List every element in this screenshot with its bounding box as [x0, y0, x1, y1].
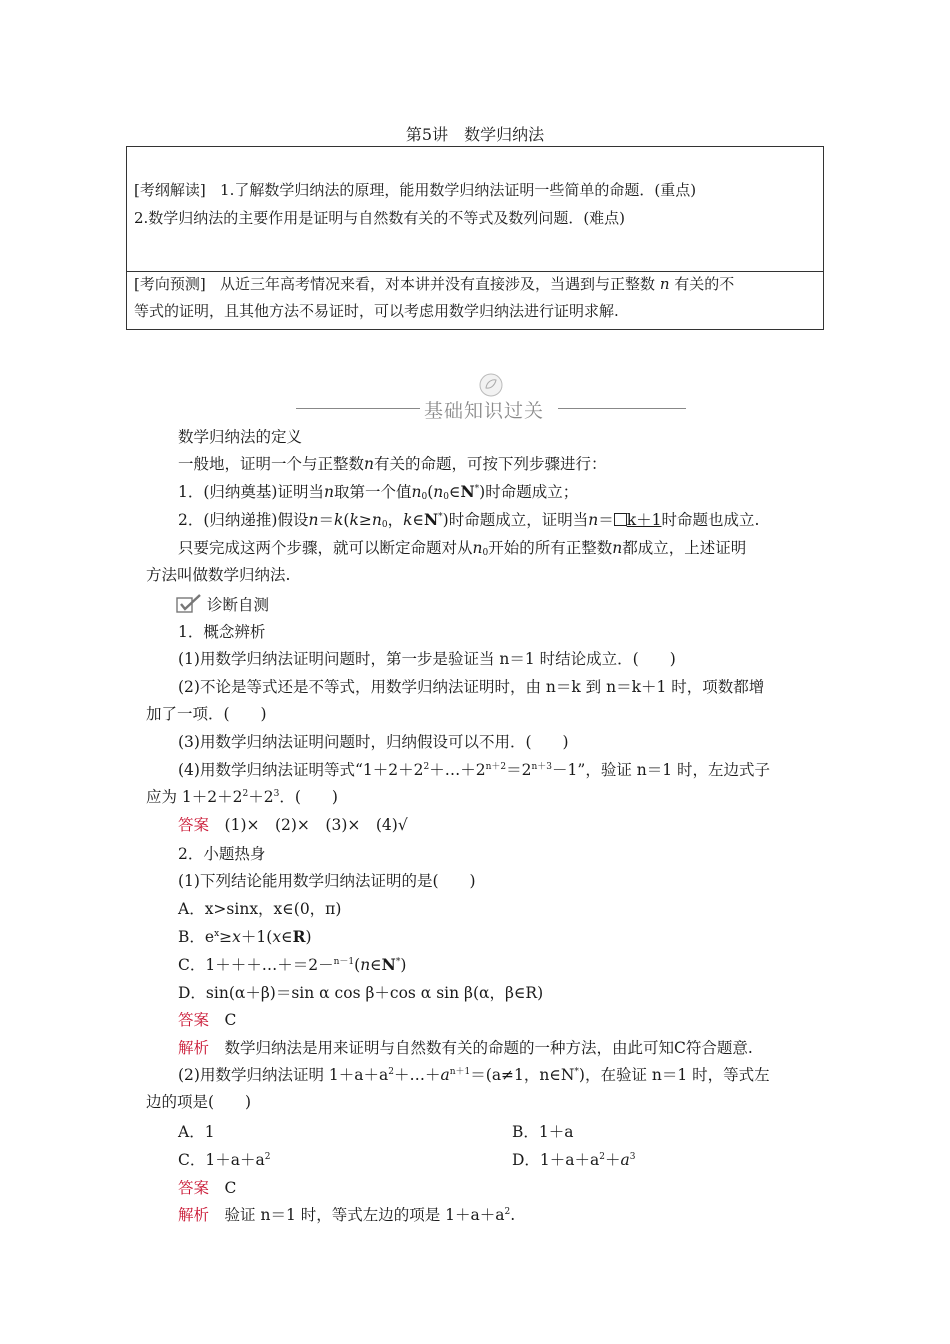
q2-1-option-d: D．sin(α＋β)＝sin α cos β＋cos α sin β(α，β∈R) [178, 984, 544, 1002]
q2-2-stem: (2)用数学归纳法证明 $1+a+a^2+\dots+a^{n+1}=(a\ne 1$，n∈N*)，在验证 n＝1 时，等式左 [178, 1066, 770, 1084]
page-title: 第5讲 数学归纳法 [405, 125, 545, 144]
q1-answer: 答案 (1)× (2)× (3)× (4)√ [178, 816, 408, 834]
q2-1-stem: (1)下列结论能用数学归纳法证明的是( ) [178, 872, 476, 890]
kaogang-text-1: 1.了解数学归纳法的原理，能用数学归纳法证明一些简单的命题．(重点) [220, 181, 697, 199]
pencil-check-icon [176, 594, 202, 614]
q2-1-option-c: C．1＋＋＋…＋＝2－$^{n-1}$(n∈N*) [178, 955, 407, 974]
banner-rule-right [558, 408, 686, 409]
leaf-icon [478, 372, 504, 398]
q2-2-option-c: C．$1+a+a^2$ [178, 1151, 271, 1169]
q2-1-option-b: B．$e^x\ge x+1(x\in R)$ [178, 927, 312, 946]
q1-item-4: (4)用数学归纳法证明等式“$1+2+2^2+\dots+2^{n+2}=2^{n+3}-1$”，验证 n＝1 时，左边式子 [178, 761, 771, 779]
kaogang-tag: [考纲解读] [134, 181, 206, 199]
trend-line-1: [考向预测] 从近三年高考情况来看，对本讲并没有直接涉及，当遇到与正整数 n 有关的不 [134, 275, 735, 293]
q1-item-2: (2)不论是等式还是不等式，用数学归纳法证明时，由 n＝k 到 n＝k＋1 时，项数都增 [178, 678, 765, 696]
box-divider [127, 271, 823, 272]
q2-title: 2．小题热身 [178, 845, 266, 863]
answer-blank: k＋1 [626, 511, 662, 529]
q2-2-option-d: D．$1+a+a^2+a^3$ [512, 1151, 636, 1169]
q2-2-option-a: A．1 [178, 1123, 215, 1141]
self-test-heading: 诊断自测 [176, 593, 269, 615]
definition-step-1: 1．(归纳奠基)证明当n取第一个值$n_0(n_0\in N^*)$时命题成立； [178, 482, 579, 502]
q1-title: 1．概念辨析 [178, 623, 266, 641]
kaoxiang-tag: [考向预测] [134, 275, 206, 293]
definition-intro: 一般地，证明一个与正整数n有关的命题，可按下列步骤进行： [178, 455, 607, 473]
section-banner [296, 372, 686, 424]
q1-item-4-cont: 应为 $1+2+2^2+2^3$．( ) [146, 788, 338, 806]
q1-item-1: (1)用数学归纳法证明问题时，第一步是验证当 n＝1 时结论成立．( ) [178, 650, 676, 668]
q1-item-2-cont: 加了一项．( ) [146, 705, 267, 723]
definition-conclusion-2: 方法叫做数学归纳法. [146, 566, 291, 584]
blank-box-icon [614, 513, 627, 526]
definition-conclusion: 只要完成这两个步骤，就可以断定命题对从$n_0$开始的所有正整数n都成立，上述证明 [178, 539, 747, 558]
q2-1-option-a: A．x>sinx，x∈(0，π) [178, 900, 342, 918]
q2-2-answer: 答案 C [178, 1179, 237, 1197]
definition-heading: 数学归纳法的定义 [178, 428, 303, 446]
syllabus-line-2: 2.数学归纳法的主要作用是证明与自然数有关的不等式及数列问题．(难点) [134, 209, 626, 227]
q2-2-stem-cont: 边的项是( ) [146, 1093, 252, 1111]
banner-rule-left [296, 408, 420, 409]
q2-2-analysis: 解析 验证 n＝1 时，等式左边的项是 $1+a+a^2$. [178, 1206, 516, 1224]
q2-1-answer: 答案 C [178, 1011, 237, 1029]
definition-step-2: 2．(归纳递推)假设$n=k(k\ge n_0$，k∈N*)时命题成立，证明当n＝ k＋1时命题也成立. [178, 510, 760, 530]
q1-item-3: (3)用数学归纳法证明问题时，归纳假设可以不用．( ) [178, 733, 569, 751]
syllabus-line-1 [134, 179, 696, 200]
q2-1-analysis: 解析 数学归纳法是用来证明与自然数有关的命题的一种方法，由此可知C符合题意. [178, 1039, 753, 1057]
q2-2-option-b: B．1＋a [512, 1123, 574, 1141]
trend-line-2: 等式的证明，且其他方法不易证时，可以考虑用数学归纳法进行证明求解. [134, 302, 619, 320]
banner-title: 基础知识过关 [424, 400, 545, 422]
